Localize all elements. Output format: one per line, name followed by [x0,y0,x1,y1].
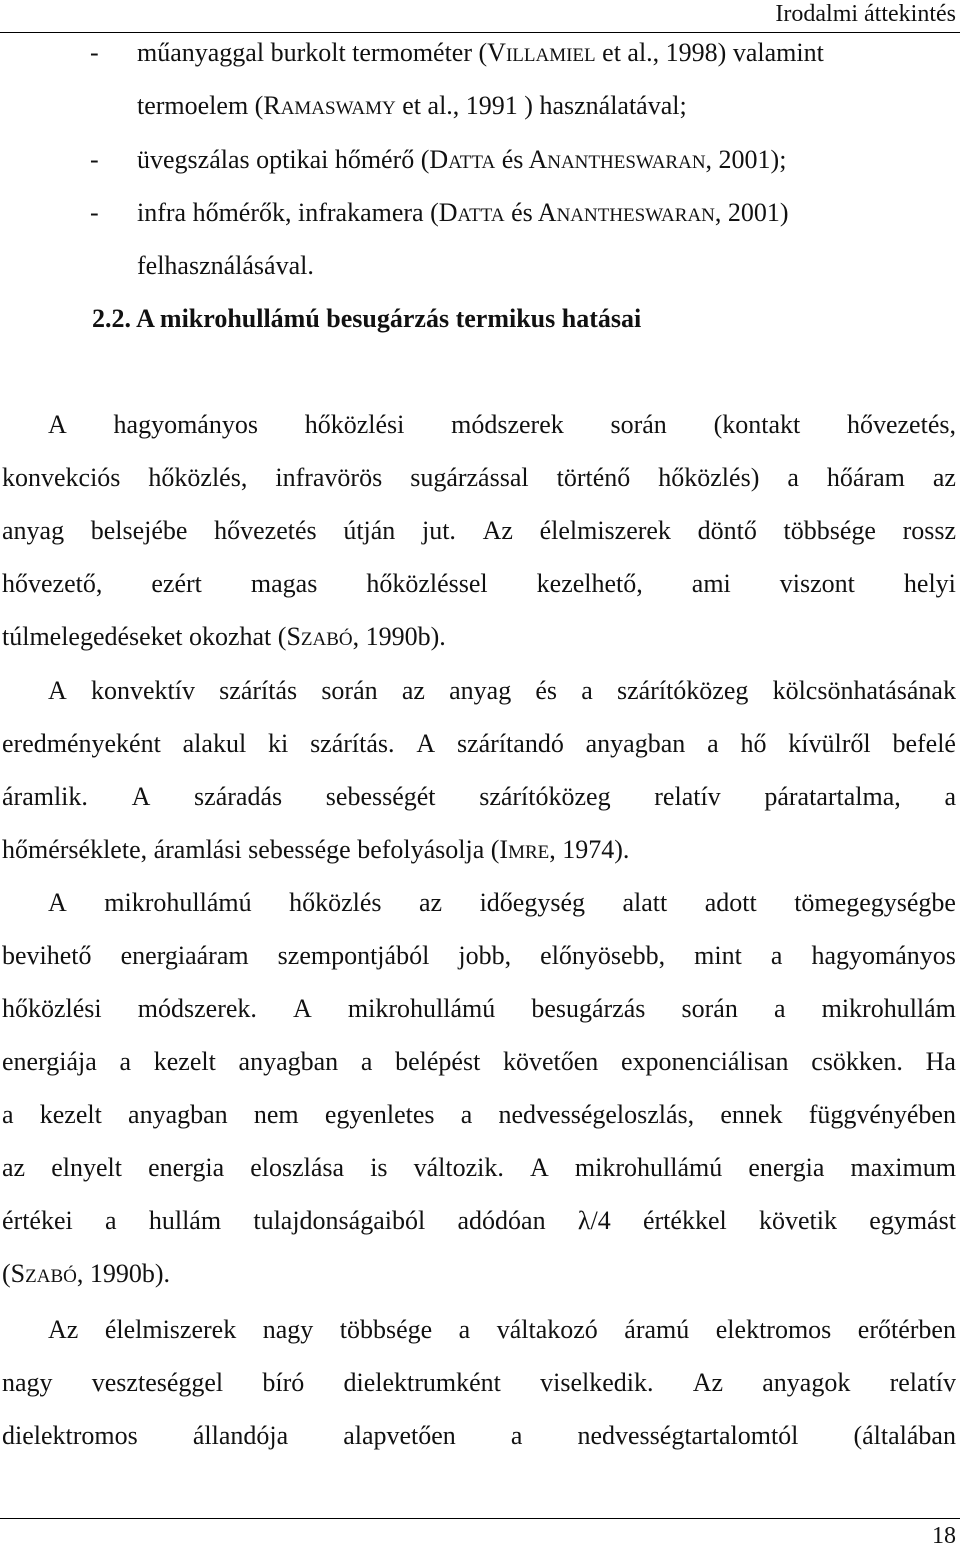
word: energia [148,1153,225,1182]
word: a [119,1047,132,1076]
word: szárítóközeg [479,782,611,811]
word: jut. [421,516,456,545]
word: döntő [697,516,757,545]
word: maximum [850,1153,956,1182]
bullet-dash: - [90,38,99,67]
word: kívülről [788,729,871,758]
word: az [401,676,425,705]
word: Az [692,1368,724,1397]
word: csökken. [811,1047,903,1076]
word: λ/4 [577,1206,611,1235]
word: hőáram [826,463,905,492]
word: viszont [779,569,855,598]
word: relatív [654,782,721,811]
paragraph-line [2,1206,956,1236]
word: (általában [853,1421,956,1450]
paragraph-line [2,1153,956,1183]
paragraph-line [2,994,956,1024]
word: a [787,463,799,492]
word: a [773,994,786,1023]
paragraph-line [48,1315,956,1345]
word: időegység [479,888,585,917]
word: értékei [2,1206,73,1235]
header-divider [0,32,960,33]
word: során [610,410,667,439]
word: jobb, [458,941,512,970]
word: relatív [889,1368,956,1397]
paragraph-line [2,1421,956,1451]
word: függvényében [808,1100,956,1129]
word: hőközlés [289,888,382,917]
word: bevihető [2,941,92,970]
word: előnyösebb, [540,941,666,970]
word: alatt [622,888,668,917]
paragraph-line [2,729,956,759]
word: dielektromos [2,1421,138,1450]
word: a [944,782,956,811]
bullet-item-3-line-2: felhasználásával. [137,251,314,280]
word: anyag [449,676,512,705]
word: kezelt [153,1047,216,1076]
bullet-item-2-line-1: üvegszálas optikai hőmérő (DATTA és ANANTHESWARAN, 2001); [137,145,787,174]
word: változik. [413,1153,504,1182]
word: nedvességtartalomtól [577,1421,799,1450]
word: szárítás. [310,729,395,758]
bullet-dash: - [90,198,99,227]
word: energia [748,1153,825,1182]
word: Ha [925,1047,956,1076]
word: besugárzás [531,994,646,1023]
word: váltakozó [496,1315,598,1344]
bullet-dash: - [90,145,99,174]
word: egymást [869,1206,956,1235]
word: áramlik. [2,782,88,811]
paragraph-line [2,1047,956,1077]
word: a [770,941,783,970]
word: energiaáram [120,941,249,970]
paragraph-line [2,463,956,493]
word: az [418,888,443,917]
word: elektromos [715,1315,832,1344]
word: adott [704,888,757,917]
paragraph-line [48,676,956,706]
bullet-item-1-line-2: termoelem (RAMASWAMY et al., 1991 ) használatával; [137,91,687,120]
word: nagy [262,1315,314,1344]
word: konvekciós [2,463,121,492]
word: sebességét [325,782,436,811]
word: tömegegységbe [794,888,956,917]
word: száradás [194,782,283,811]
word: útján [343,516,396,545]
word: A [416,729,436,758]
paragraph-line [2,569,956,599]
word: az [2,1153,26,1182]
word: alapvetően [343,1421,456,1450]
footer-divider [0,1518,960,1519]
word: élelmiszerek [104,1315,237,1344]
word: energiája [2,1047,97,1076]
word: hagyományos [811,941,956,970]
word: anyagban [128,1100,228,1129]
word: A [530,1153,549,1182]
word: hővezetés [214,516,317,545]
section-heading: 2.2. A mikrohullámú besugárzás termikus hatásai [92,304,642,333]
word: és [535,676,558,705]
word: a [458,1315,471,1344]
word: is [370,1153,388,1182]
paragraph-line: (SZABÓ, 1990b). [2,1259,171,1288]
word: eloszlása [250,1153,345,1182]
word: mint [694,941,742,970]
word: befelé [892,729,956,758]
word: szárítás [219,676,298,705]
word: kölcsönhatásának [772,676,956,705]
word: a [510,1421,523,1450]
paragraph-line: túlmelegedéseket okozhat (SZABÓ, 1990b). [2,622,446,651]
word: páratartalma, [764,782,901,811]
word: hőközlési [304,410,405,439]
word: tulajdonságaiból [253,1206,426,1235]
word: módszerek [451,410,564,439]
word: az [932,463,956,492]
word: a [460,1100,473,1129]
word: infravörös [275,463,383,492]
word: többsége [339,1315,433,1344]
word: mikrohullámú [104,888,252,917]
word: hővezető, [2,569,103,598]
word: szárítandó [456,729,564,758]
word: ki [268,729,289,758]
word: követően [503,1047,599,1076]
word: mikrohullám [821,994,956,1023]
word: hőközlési [2,994,102,1023]
paragraph-line [48,888,956,918]
word: a [707,729,719,758]
bullet-item-3-line-1: infra hőmérők, infrakamera (DATTA és ANANTHESWARAN, 2001) [137,198,789,227]
word: nedvességeloszlás, [498,1100,695,1129]
word: konvektív [90,676,195,705]
word: belépést [395,1047,481,1076]
word: szárítóközeg [616,676,749,705]
word: magas [250,569,318,598]
word: A [48,676,67,705]
word: helyi [903,569,956,598]
page-number: 18 [932,1523,956,1549]
paragraph-line [48,410,956,440]
word: anyag [2,516,65,545]
word: ami [691,569,731,598]
word: áramú [624,1315,690,1344]
word: adódóan [457,1206,546,1235]
word: mikrohullámú [347,994,496,1023]
paragraph-line [2,782,956,812]
word: dielektrumként [343,1368,501,1397]
word: kezelt [39,1100,102,1129]
word: hőközlés) [658,463,760,492]
word: viselkedik. [540,1368,654,1397]
word: eredményeként [2,729,161,758]
word: hőközléssel [366,569,488,598]
word: anyagban [585,729,686,758]
paragraph-line [2,1368,956,1398]
word: módszerek. [137,994,257,1023]
word: a [360,1047,373,1076]
word: Az [48,1315,79,1344]
word: anyagban [238,1047,339,1076]
bullet-item-1-line-1: műanyaggal burkolt termométer (VILLAMIEL et al., 1998) valamint [137,38,824,67]
word: történő [556,463,631,492]
word: veszteséggel [91,1368,224,1397]
word: kezelhető, [536,569,643,598]
paragraph-line [2,516,956,546]
word: többsége [783,516,876,545]
word: nagy [2,1368,53,1397]
word: ennek [720,1100,783,1129]
word: rossz [902,516,956,545]
paragraph-line [2,941,956,971]
word: hő [740,729,767,758]
word: követik [759,1206,837,1235]
word: a [581,676,593,705]
word: A [293,994,312,1023]
word: a [105,1206,117,1235]
word: hővezetés, [846,410,956,439]
word: Az [482,516,513,545]
word: bíró [262,1368,305,1397]
word: szempontjából [277,941,430,970]
word: elnyelt [51,1153,122,1182]
word: exponenciálisan [621,1047,789,1076]
word: állandója [192,1421,289,1450]
word: nem [253,1100,299,1129]
word: anyagok [762,1368,851,1397]
word: egyenletes [324,1100,435,1129]
word: belsejébe [90,516,188,545]
word: mikrohullámú [574,1153,723,1182]
word: élelmiszerek [539,516,671,545]
running-header: Irodalmi áttekintés [775,1,956,27]
word: erőtérben [857,1315,956,1344]
word: hullám [148,1206,222,1235]
word: során [321,676,378,705]
word: A [48,888,67,917]
word: során [681,994,738,1023]
word: A [131,782,151,811]
paragraph-line: hőmérséklete, áramlási sebessége befolyásolja (IMRE, 1974). [2,835,630,864]
word: hőközlés, [148,463,248,492]
word: sugárzással [410,463,529,492]
word: (kontakt [713,410,801,439]
word: hagyományos [113,410,258,439]
word: értékkel [642,1206,727,1235]
word: A [48,410,67,439]
word: alakul [182,729,247,758]
word: ezért [151,569,202,598]
word: a [2,1100,14,1129]
paragraph-line [2,1100,956,1130]
